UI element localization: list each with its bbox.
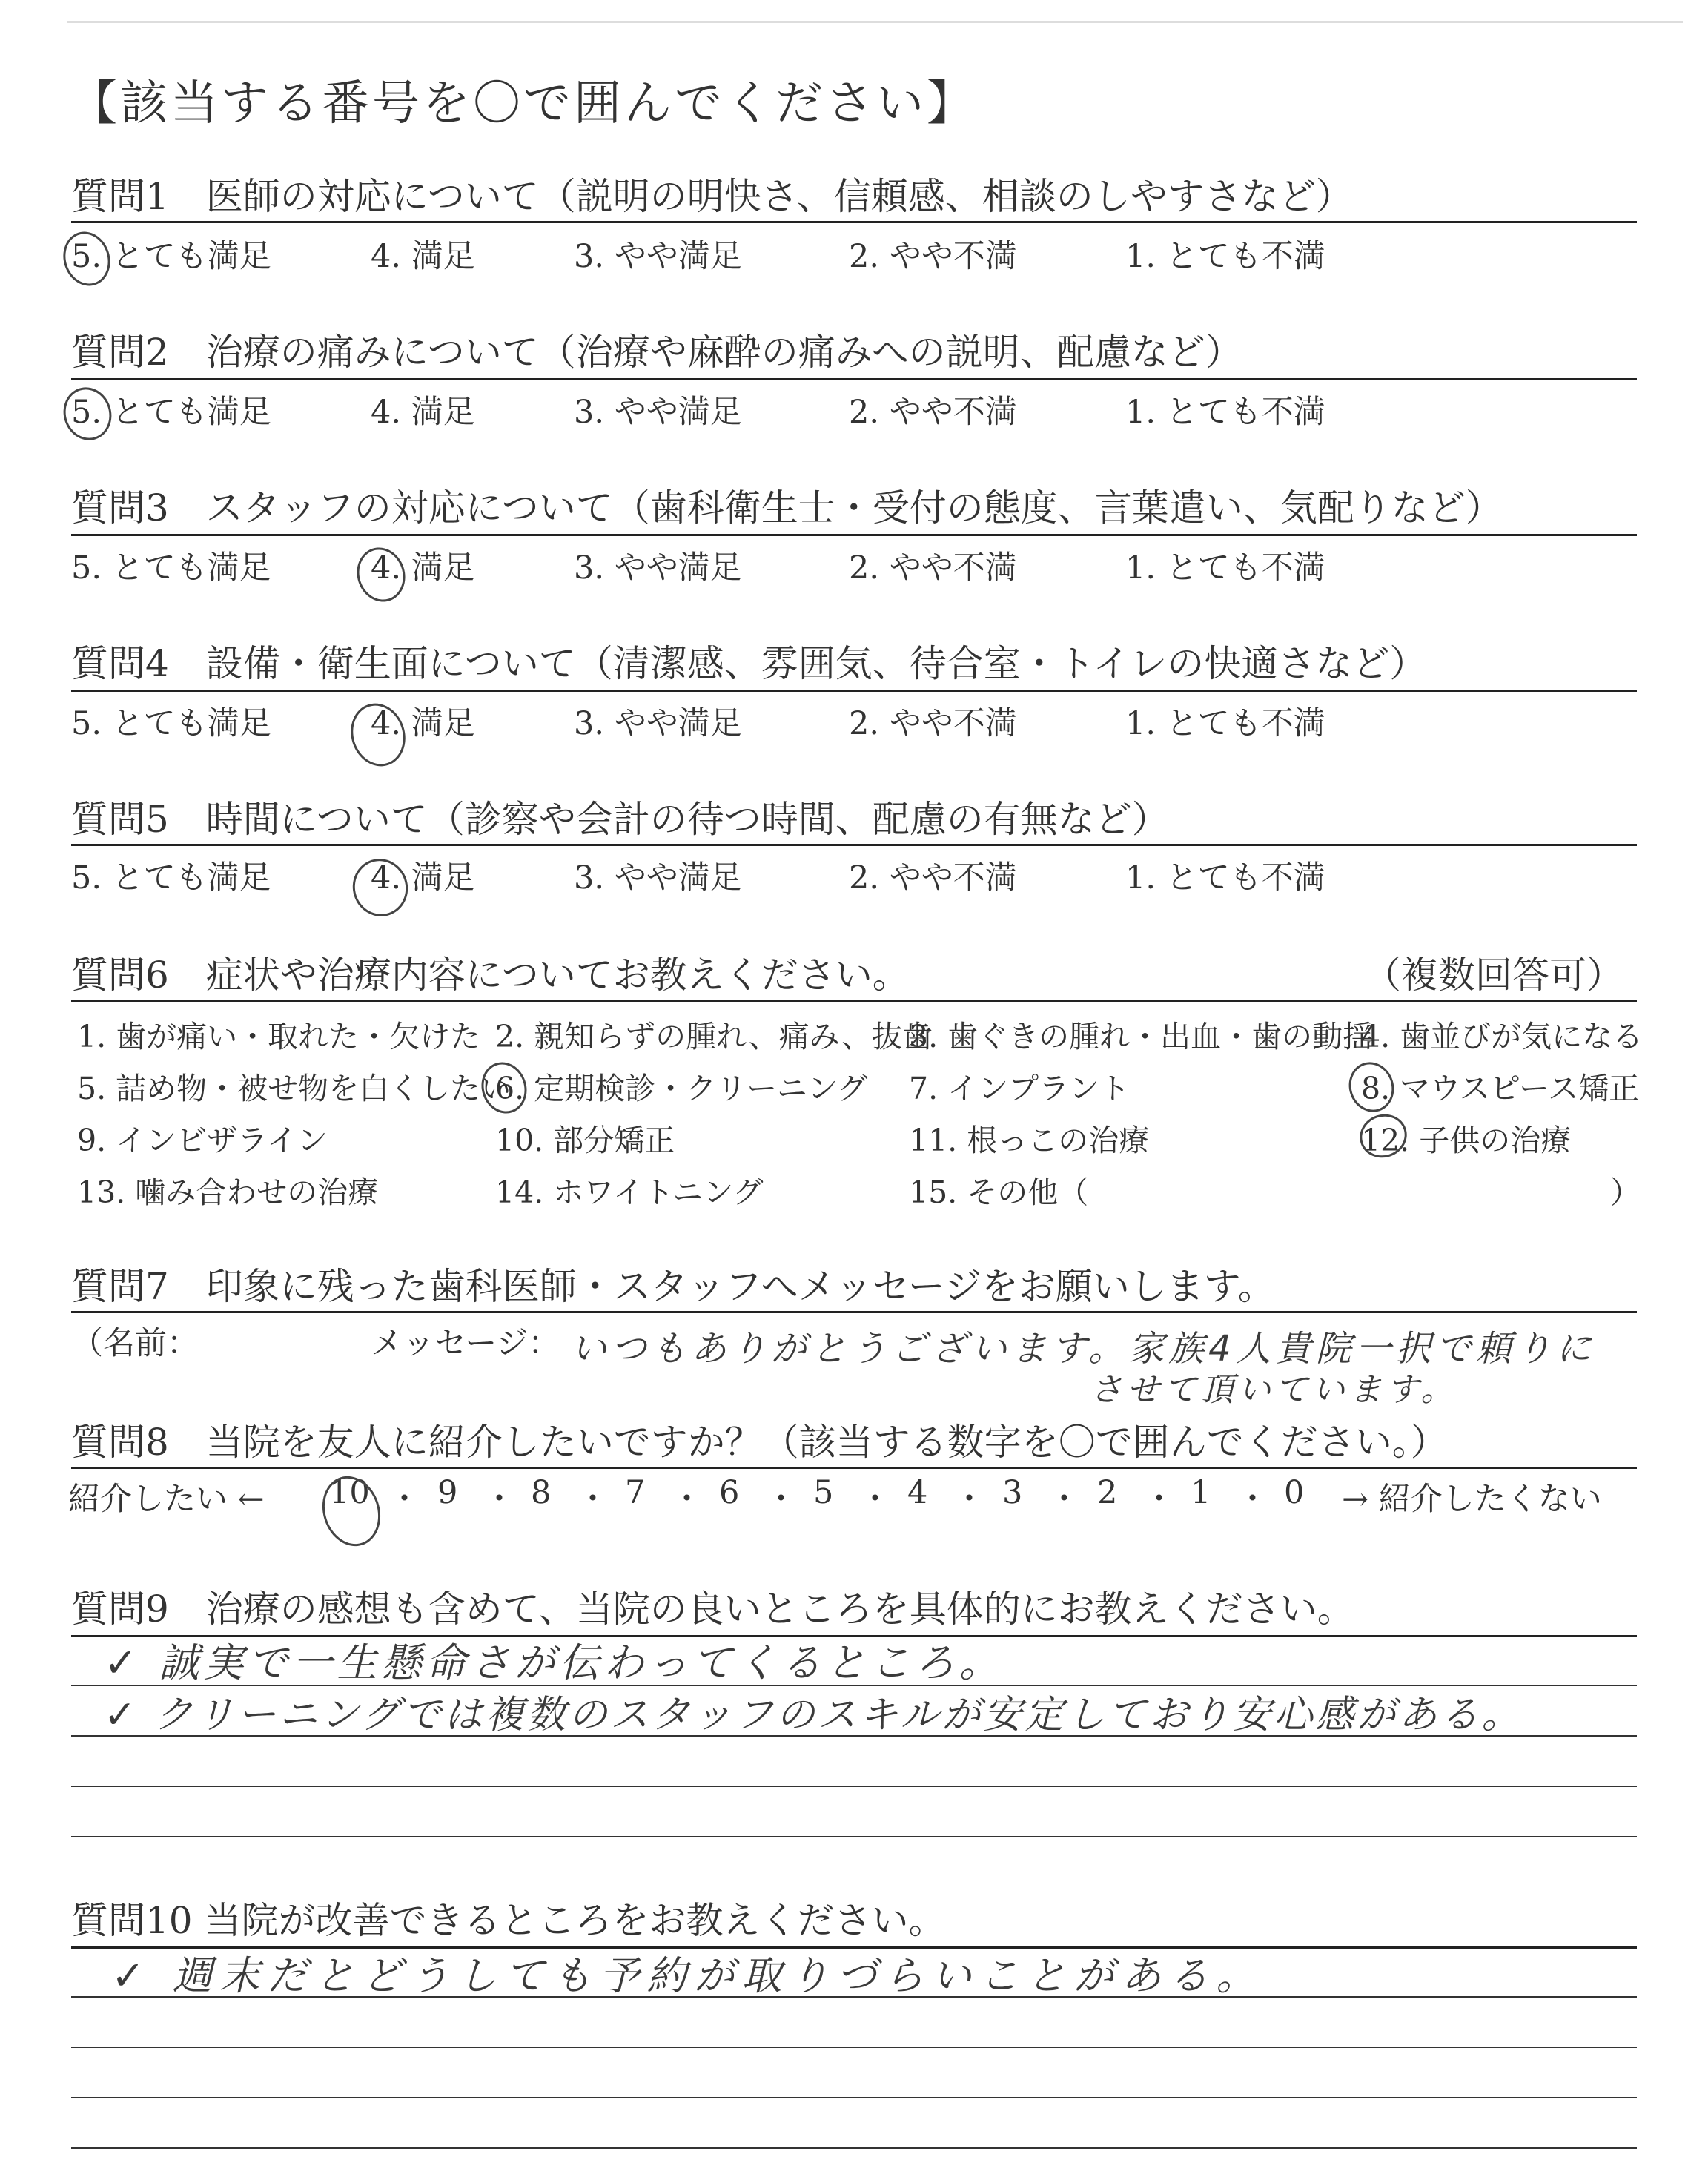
q4-title: 質問4 設備・衛生面について（清潔感、雰囲気、待合室・トイレの快適さなど） <box>71 642 1427 685</box>
q8-scale-2[interactable]: 2 <box>1097 1474 1118 1511</box>
q1-option-5[interactable]: 5. とても満足 <box>71 238 271 275</box>
q5-option-2[interactable]: 2. やや不満 <box>849 859 1017 896</box>
q1-option-1[interactable]: 1. とても不満 <box>1125 238 1325 275</box>
q6-note: （複数回答可） <box>1364 954 1623 997</box>
q5-rule <box>71 844 1637 846</box>
q6-item-3[interactable]: 3. 歯ぐきの腫れ・出血・歯の動揺 <box>909 1019 1374 1054</box>
q5-option-3[interactable]: 3. やや満足 <box>574 859 742 896</box>
q6-item-4[interactable]: 4. 歯並びが気になる <box>1361 1019 1644 1054</box>
q3-option-2[interactable]: 2. やや不満 <box>849 549 1017 587</box>
q6-title: 質問6 症状や治療内容についてお教えください。 <box>71 954 910 997</box>
q8-dot: ・ <box>1143 1481 1175 1518</box>
q10-answer-line <box>71 2047 1637 2048</box>
q8-scale-0[interactable]: 0 <box>1284 1474 1305 1511</box>
q4-rule <box>71 690 1637 692</box>
q6-item-12[interactable]: 12. 子供の治療 <box>1361 1123 1572 1158</box>
q5-title: 質問5 時間について（診察や会計の待つ時間、配慮の有無など） <box>71 798 1169 841</box>
q8-scale-8[interactable]: 8 <box>531 1474 552 1511</box>
q4-option-1[interactable]: 1. とても不満 <box>1125 705 1325 742</box>
page-header: 【該当する番号を〇で囲んでください】 <box>70 76 977 131</box>
q9-answer-text-2[interactable]: ✓ クリーニングでは複数のスタッフのスキルが安定しており安心感がある。 <box>104 1693 1523 1737</box>
q8-dot: ・ <box>671 1481 703 1518</box>
q6-item-6[interactable]: 6. 定期検診・クリーニング <box>495 1071 868 1106</box>
q3-title: 質問3 スタッフの対応について（歯科衛生士・受付の態度、言葉遣い、気配りなど） <box>71 486 1503 529</box>
q8-title: 質問8 当院を友人に紹介したいですか？（該当する数字を〇で囲んでください。） <box>71 1421 1448 1464</box>
q6-item-10[interactable]: 10. 部分矯正 <box>495 1123 675 1158</box>
q10-title: 質問10 当院が改善できるところをお教えください。 <box>71 1899 946 1942</box>
q8-dot: ・ <box>577 1481 609 1518</box>
q8-left-label: 紹介したい ← <box>68 1481 265 1518</box>
q2-option-5[interactable]: 5. とても満足 <box>71 394 271 431</box>
q3-option-1[interactable]: 1. とても不満 <box>1125 549 1325 587</box>
q6-item-2[interactable]: 2. 親知らずの腫れ、痛み、抜歯 <box>495 1019 933 1054</box>
q6-item-5[interactable]: 5. 詰め物・被せ物を白くしたい <box>77 1071 512 1106</box>
q1-option-4[interactable]: 4. 満足 <box>371 238 475 275</box>
q6-item-14[interactable]: 14. ホワイトニング <box>495 1175 764 1210</box>
q2-title: 質問2 治療の痛みについて（治療や麻酔の痛みへの説明、配慮など） <box>71 331 1242 374</box>
q9-title: 質問9 治療の感想も含めて、当院の良いところを具体的にお教えください。 <box>71 1588 1354 1631</box>
q2-option-4[interactable]: 4. 満足 <box>371 394 475 431</box>
q8-scale-3[interactable]: 3 <box>1002 1474 1023 1511</box>
q6-item-11[interactable]: 11. 根っこの治療 <box>909 1123 1150 1158</box>
q5-option-1[interactable]: 1. とても不満 <box>1125 859 1325 896</box>
q1-rule <box>71 221 1637 223</box>
q10-answer-text-1[interactable]: ✓ 週末だとどうしても予約が取りづらいことがある。 <box>111 1952 1264 1999</box>
q5-option-4[interactable]: 4. 満足 <box>371 859 475 896</box>
q3-rule <box>71 534 1637 536</box>
q10-answer-line <box>71 2147 1637 2149</box>
q1-title: 質問1 医師の対応について（説明の明快さ、信頼感、相談のしやすさなど） <box>71 175 1353 218</box>
q7-name-label: （名前： <box>71 1325 199 1362</box>
q4-option-2[interactable]: 2. やや不満 <box>849 705 1017 742</box>
q6-item-9[interactable]: 9. インビザライン <box>77 1123 328 1158</box>
q8-dot: ・ <box>483 1481 515 1518</box>
q8-rule <box>71 1467 1637 1469</box>
q7-message-line-1[interactable]: いつもありがとうございます。家族4人貴院一択で頼りに <box>571 1328 1596 1370</box>
q1-option-3[interactable]: 3. やや満足 <box>574 238 742 275</box>
q9-answer-line <box>71 1836 1637 1837</box>
q2-option-3[interactable]: 3. やや満足 <box>574 394 742 431</box>
q6-item-8[interactable]: 8. マウスピース矯正 <box>1361 1071 1640 1106</box>
q8-dot: ・ <box>388 1481 420 1518</box>
q7-rule <box>71 1311 1637 1313</box>
q8-scale-10[interactable]: 10 <box>329 1474 370 1511</box>
q8-scale-7[interactable]: 7 <box>625 1474 646 1511</box>
q9-answer-text-1[interactable]: ✓ 誠実で一生懸命さが伝わってくるところ。 <box>104 1639 1004 1686</box>
q6-rule <box>71 1000 1637 1002</box>
q2-option-1[interactable]: 1. とても不満 <box>1125 394 1325 431</box>
q3-option-4[interactable]: 4. 満足 <box>371 549 475 587</box>
q6-item-15-close: ） <box>1610 1175 1641 1210</box>
q7-message-label: メッセージ： <box>371 1325 560 1362</box>
q8-dot: ・ <box>1237 1481 1268 1518</box>
q8-scale-1[interactable]: 1 <box>1191 1474 1211 1511</box>
q4-option-4[interactable]: 4. 満足 <box>371 705 475 742</box>
q8-dot: ・ <box>1048 1481 1080 1518</box>
q4-option-5[interactable]: 5. とても満足 <box>71 705 271 742</box>
q5-option-5[interactable]: 5. とても満足 <box>71 859 271 896</box>
q6-item-13[interactable]: 13. 噛み合わせの治療 <box>77 1175 379 1210</box>
q8-dot: ・ <box>765 1481 797 1518</box>
q3-option-5[interactable]: 5. とても満足 <box>71 549 271 587</box>
q8-dot: ・ <box>859 1481 891 1518</box>
q8-selection-circle <box>314 1469 389 1554</box>
q6-item-7[interactable]: 7. インプラント <box>909 1071 1131 1106</box>
top-border <box>67 21 1683 23</box>
q7-title: 質問7 印象に残った歯科医師・スタッフへメッセージをお願いします。 <box>71 1265 1275 1308</box>
q8-scale-5[interactable]: 5 <box>813 1474 834 1511</box>
q10-answer-line <box>71 2097 1637 2098</box>
q1-option-2[interactable]: 2. やや不満 <box>849 238 1017 275</box>
q8-dot: ・ <box>953 1481 985 1518</box>
q2-rule <box>71 378 1637 380</box>
q7-message-line-2[interactable]: させて頂いています。 <box>1090 1371 1458 1409</box>
q3-option-3[interactable]: 3. やや満足 <box>574 549 742 587</box>
q8-scale-4[interactable]: 4 <box>907 1474 928 1511</box>
q2-option-2[interactable]: 2. やや不満 <box>849 394 1017 431</box>
q9-answer-line <box>71 1786 1637 1787</box>
q8-right-label: → 紹介したくない <box>1342 1481 1602 1518</box>
q6-item-1[interactable]: 1. 歯が痛い・取れた・欠けた <box>77 1019 481 1054</box>
q4-option-3[interactable]: 3. やや満足 <box>574 705 742 742</box>
q8-scale-9[interactable]: 9 <box>437 1474 458 1511</box>
q8-scale-6[interactable]: 6 <box>719 1474 740 1511</box>
q6-item-15[interactable]: 15. その他（ <box>909 1175 1089 1210</box>
